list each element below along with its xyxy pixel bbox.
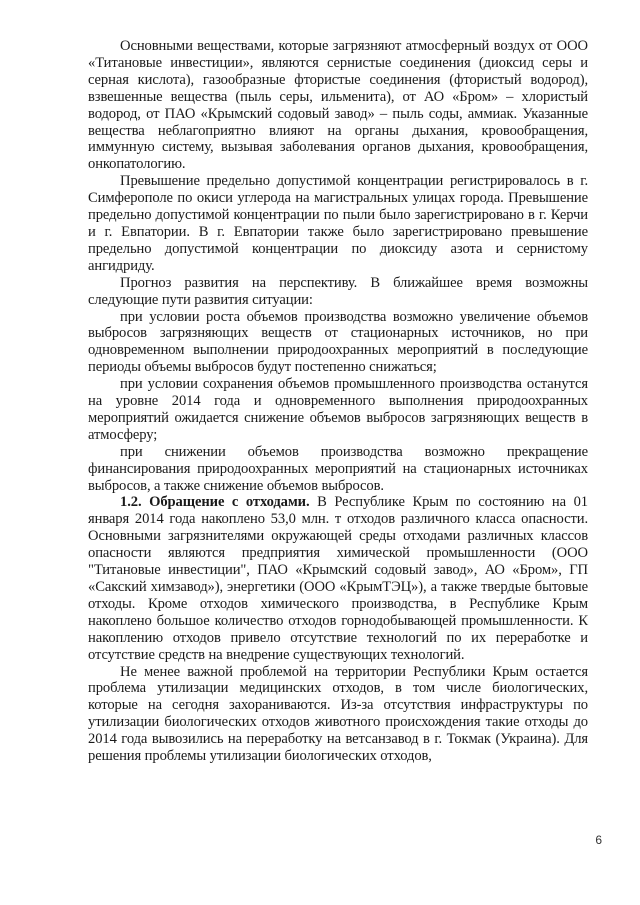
paragraph-forecast: Прогноз развития на перспективу. В ближайшее время возможны следующие пути развития ситуации: xyxy=(88,274,588,308)
paragraph-mpc-exceedance: Превышение предельно допустимой концентрации регистрировалось в г. Симферополе по окиси углерода на магистральных улицах города. Превышение предельно допустимой концентрации по пыли было зарегистрировано в г. Керчи и г. Евпатории. В г. Евпатории также было зарегистрировано превышение предельно допустимой концентрации по диоксиду азота и сернистому ангидриду. xyxy=(88,173,588,274)
paragraph-scenario-stable: при условии сохранения объемов промышленного производства останутся на уровне 2014 года и одновременного выполнения природоохранных мероприятий ожидается снижение объемов выбросов загрязняющих веществ в атмосферу; xyxy=(88,376,588,443)
section-waste xyxy=(88,494,588,663)
paragraph-medical-waste: Не менее важной проблемой на территории Республики Крым остается проблема утилизации медицинских отходов, в том числе биологических, которые на сегодня захораниваются. Из-за отсутствия инфраструктуры по утилизации биологических отходов животного происхождения такие отходы до 2014 года вывозились на переработку на ветсанзавод в г. Токмак (Украина). Для решения проблемы утилизации биологических отходов, xyxy=(88,663,588,765)
paragraph-scenario-decline: при снижении объемов производства возможно прекращение финансирования природоохранных мероприятий на стационарных источниках выбросов, а также снижение объемов выбросов. xyxy=(88,443,588,494)
document-page xyxy=(88,38,588,765)
section-text: В Республике Крым по состоянию на 01 января 2014 года накоплено 53,0 млн. т отходов различного класса опасности. Основными загрязнителями окружающей среды отходами различных классов опасности являются предприятия химической промышленности (ООО "Титановые инвестиции", ПАО «Крымский содовый завод», АО «Бром», ГП «Сакский химзавод»), энергетики (ООО «КрымТЭЦ»), а также твердые бытовые отходы. Кроме отходов химического производства, в Республике Крым накоплено большое количество отходов горнодобывающей промышленности. К накоплению отходов привело отсутствие технологий по их переработке и отсутствие средств на внедрение существующих технологий. xyxy=(88,494,588,663)
section-heading: 1.2. Обращение с отходами. xyxy=(120,494,310,511)
paragraph-scenario-growth: при условии роста объемов производства возможно увеличение объемов выбросов загрязняющих веществ от стационарных источников, но при одновременном выполнении природоохранных мероприятий в последующие периоды объемы выбросов будут постепенно снижаться; xyxy=(88,308,588,376)
page-number: 6 xyxy=(595,833,602,847)
paragraph-pollutants: Основными веществами, которые загрязняют атмосферный воздух от ООО «Титановые инвестиции», являются сернистые соединения (диоксид серы и серная кислота), газообразные фтористые соединения (фтористый водород), взвешенные вещества (пыль серы, ильменита), от АО «Бром» – хлористый водород, от ПАО «Крымский содовый завод» – пыль соды, аммиак. Указанные вещества неблагоприятно влияют на органы дыхания, кровообращения, иммунную систему, вызывая заболевания органов дыхания, кровообращения, онкопатологию. xyxy=(88,38,588,173)
